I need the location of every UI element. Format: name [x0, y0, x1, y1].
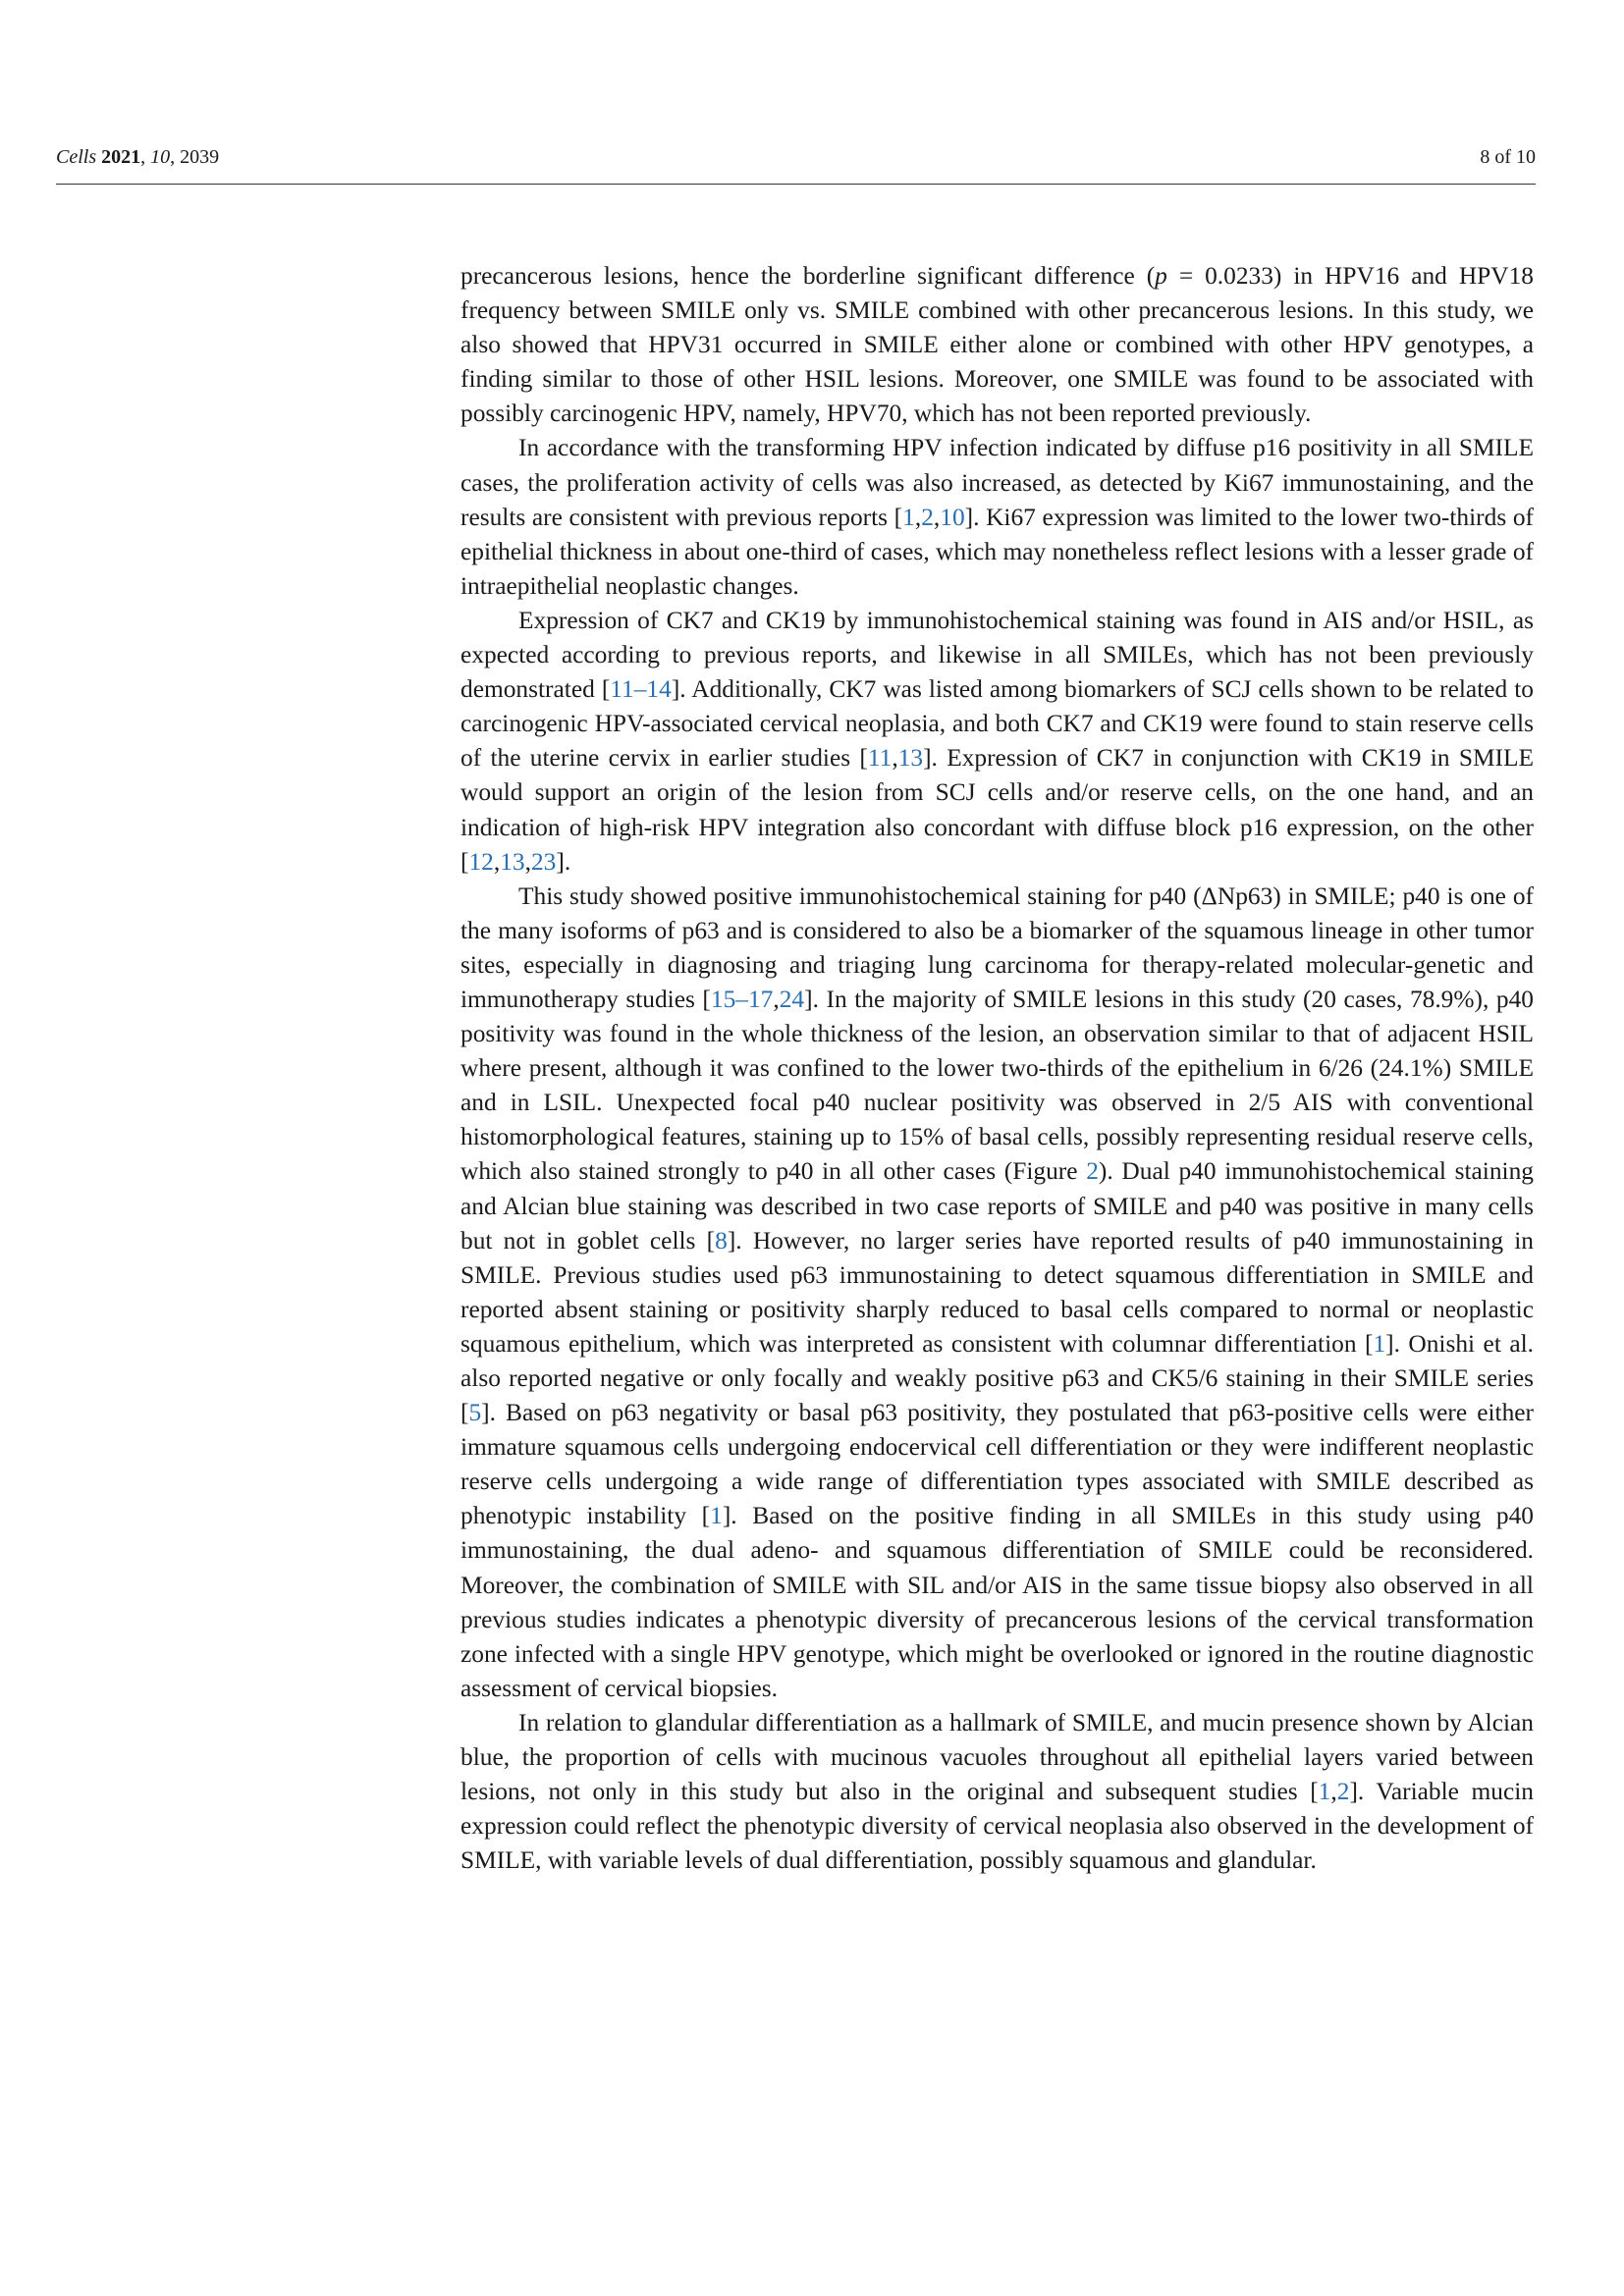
citation-link[interactable]: 1: [1318, 1778, 1331, 1806]
figure-link[interactable]: 2: [1086, 1157, 1099, 1186]
citation-link[interactable]: 11: [867, 744, 893, 773]
citation-link[interactable]: 13: [897, 744, 924, 773]
paragraph-p40: This study showed positive immunohistochemical staining for p40 (ΔNp63) in SMILE; p40 is one of the many isoforms of p63 and is considered to also be a biomarker of the squamous lineage in other tumor sites, especially in diagnosing and triaging lung carcinoma for therapy-related molecular-genetic and immunotherapy studies [15–17,24]. In the majority of SMILE lesions in this study (20 cases, 78.9%), p40 positivity was found in the whole thickness of the lesion, an observation similar to that of adjacent HSIL where present, although it was confined to the lower two-thirds of the epithelium in 6/26 (24.1%) SMILE and in LSIL. Unexpected focal p40 nuclear positivity was observed in 2/5 AIS with conventional histomorphological features, staining up to 15% of basal cells, possibly representing residual reserve cells, which also stained strongly to p40 in all other cases (Figure 2). Dual p40 immunohistochemical staining and Alcian blue staining was described in two case reports of SMILE and p40 was positive in many cells but not in goblet cells [8]. However, no larger series have reported results of p40 immunostaining in SMILE. Previous studies used p63 immunostaining to detect squamous differentiation in SMILE and reported absent staining or positivity sharply reduced to basal cells compared to normal or neoplastic squamous epithelium, which was interpreted as consistent with columnar differentiation [1]. Onishi et al. also reported negative or only focally and weakly positive p63 and CK5/6 staining in their SMILE series [5]. Based on p63 negativity or basal p63 positivity, they postulated that p63-positive cells were either immature squamous cells undergoing endocervical cell differentiation or they were indifferent neoplastic reserve cells undergoing a wide range of differentiation types associated with SMILE described as phenotypic instability [1]. Based on the positive finding in all SMILEs in this study using p40 immunostaining, the dual adeno- and squamous differentiation of SMILE could be reconsidered. Moreover, the combination of SMILE with SIL and/or AIS in the same tissue biopsy also observed in all previous studies indicates a phenotypic diversity of precancerous lesions of the cervical transformation zone infected with a single HPV genotype, which might be overlooked or ignored in the routine diagnostic assessment of cervical biopsies.: [460, 881, 1535, 1702]
running-header: [56, 143, 1536, 173]
journal-name: Cells: [56, 146, 97, 168]
paragraph-mucin: In relation to glandular differentiation as a hallmark of SMILE, and mucin presence shown by Alcian blue, the proportion of cells with mucinous vacuoles throughout all epithelial layers varied between lesions, not only in this study but also in the original and subsequent studies [1,2]. Variable mucin expression could reflect the phenotypic diversity of cervical neoplasia also observed in the development of SMILE, with variable levels of dual differentiation, possibly squamous and glandular.: [460, 1708, 1535, 1875]
text-run: ]. Onishi et al. also reported negative or only focally and weakly positive p63 and CK5/6 staining in their SMILE series [: [460, 1329, 1534, 1427]
text-run: ). Dual p40 immunohistochemical staining and Alcian blue staining was described in two case reports of SMILE and p40 was positive in many cells but not in goblet cells [: [460, 1157, 1535, 1255]
text-run: ]. Ki67 expression was limited to the lower two-thirds of epithelial thickness in about one-third of cases, which may nonetheless reflect lesions with a lesser grade of intraepithelial neoplastic changes.: [460, 503, 1534, 600]
citation-link[interactable]: 12: [468, 847, 494, 876]
paragraph-ki67: In accordance with the transforming HPV infection indicated by diffuse p16 positivity in all SMILE cases, the proliferation activity of cells was also increased, as detected by Ki67 immunostaining, and the results are consistent with previous reports [1,2,10]. Ki67 expression was limited to the lower two-thirds of epithelial thickness in about one-third of cases, which may nonetheless reflect lesions with a lesser grade of intraepithelial neoplastic changes.: [460, 434, 1534, 600]
citation-link[interactable]: 5: [468, 1399, 482, 1427]
text-run: = 0.0233) in HPV16 and HPV18 frequency between SMILE only vs. SMILE combined with other precancerous lesions. In this study, we also showed that HPV31 occurred in SMILE either alone or combined with other HPV genotypes, a finding similar to those of other HSIL lesions. Moreover, one SMILE was found to be associated with possibly carcinogenic HPV, namely, HPV70, which has not been reported previously.: [460, 262, 1535, 428]
journal-volume: 10: [150, 146, 171, 168]
text-run: ]. Expression of CK7 in conjunction with CK19 in SMILE would support an origin of the lesion from SCJ cells and/or reserve cells, on the one hand, and an indication of high-risk HPV integration also concordant with diffuse block p16 expression, on the other [: [460, 744, 1534, 876]
page-number: 8 of 10: [1480, 146, 1536, 168]
text-run: ]. However, no larger series have reported results of p40 immunostaining in SMILE. Previous studies used p63 immunostaining to detect squamous differentiation in SMILE and reported absent staining or positivity sharply reduced to basal cells compared to normal or neoplastic squamous epithelium, which was interpreted as consistent with columnar differentiation [: [460, 1226, 1535, 1358]
text-run: This study showed positive immunohistochemical staining for p40 (ΔNp63) in SMILE; p40 is one of the many isoforms of p63 and is considered to also be a biomarker of the squamous lineage in other tumor sites, especially in diagnosing and triaging lung carcinoma for therapy-related molecular-genetic and immunotherapy studies [: [460, 881, 1534, 1013]
citation-link[interactable]: 15–17: [710, 985, 774, 1013]
text-run: ]. Based on p63 negativity or basal p63 positivity, they postulated that p63-positive cells were either immature squamous cells undergoing endocervical cell differentiation or they were indifferent neoplastic reserve cells undergoing a wide range of differentiation types associated with SMILE described as phenotypic instability [: [460, 1399, 1534, 1530]
p-value-symbol: p: [1155, 262, 1167, 290]
citation-link[interactable]: 13: [500, 847, 525, 876]
article-body: [460, 259, 1534, 1878]
header-divider: [56, 184, 1536, 185]
citation-link[interactable]: 24: [779, 985, 805, 1013]
paragraph-ck7-ck19: Expression of CK7 and CK19 by immunohistochemical staining was found in AIS and/or HSIL, as expected according to previous reports, and likewise in all SMILEs, which has not been previously demonstrated [11–14]. Additionally, CK7 was listed among biomarkers of SCJ cells shown to be related to carcinogenic HPV-associated cervical neoplasia, and both CK7 and CK19 were found to stain reserve cells of the uterine cervix in earlier studies [11,13]. Expression of CK7 in conjunction with CK19 in SMILE would support an origin of the lesion from SCJ cells and/or reserve cells, on the one hand, and an indication of high-risk HPV integration also concordant with diffuse block p16 expression, on the other [12,13,23].: [460, 606, 1535, 876]
text-run: In accordance with the transforming HPV infection indicated by diffuse p16 positivity in all SMILE cases, the proliferation activity of cells was also increased, as detected by Ki67 immunostaining, and the results are consistent with previous reports [: [460, 434, 1534, 531]
citation-link[interactable]: 2: [1336, 1778, 1350, 1806]
citation-link[interactable]: 2: [921, 503, 934, 531]
text-run: Expression of CK7 and CK19 by immunohistochemical staining was found in AIS and/or HSIL, as expected according to previous reports, and likewise in all SMILEs, which has not been previously demonstrated [: [460, 606, 1534, 704]
text-run: ].: [556, 847, 571, 876]
citation-link[interactable]: 1: [1373, 1329, 1386, 1358]
text-run: ]. Additionally, CK7 was listed among biomarkers of SCJ cells shown to be related to carcinogenic HPV-associated cervical neoplasia, and both CK7 and CK19 were found to stain reserve cells of the uterine cervix in earlier studies [: [460, 675, 1535, 773]
citation-link[interactable]: 10: [940, 503, 965, 531]
citation-link[interactable]: 1: [902, 503, 915, 531]
paragraph-hpv-genotypes: [460, 259, 1534, 431]
citation-link[interactable]: 11–14: [610, 675, 672, 704]
article-number: 2039: [180, 146, 220, 168]
citation-link[interactable]: 1: [710, 1502, 723, 1530]
text-run: ]. In the majority of SMILE lesions in this study (20 cases, 78.9%), p40 positivity was found in the whole thickness of the lesion, an observation similar to that of adjacent HSIL where present, although it was confined to the lower two-thirds of the epithelium in 6/26 (24.1%) SMILE and in LSIL. Unexpected focal p40 nuclear positivity was observed in 2/5 AIS with conventional histomorphological features, staining up to 15% of basal cells, possibly representing residual reserve cells, which also stained strongly to p40 in all other cases (Figure: [460, 985, 1534, 1186]
journal-citation: Cells 2021, 10, 2039: [56, 146, 220, 168]
citation-link[interactable]: 8: [715, 1226, 728, 1255]
text-run: In relation to glandular differentiation as a hallmark of SMILE, and mucin presence shown by Alcian blue, the proportion of cells with mucinous vacuoles throughout all epithelial layers varied between lesions, not only in this study but also in the original and subsequent studies [: [460, 1708, 1534, 1806]
journal-year: 2021: [101, 146, 141, 168]
text-run: ]. Based on the positive finding in all SMILEs in this study using p40 immunostaining, the dual adeno- and squamous differentiation of SMILE could be reconsidered. Moreover, the combination of SMILE with SIL and/or AIS in the same tissue biopsy also observed in all previous studies indicates a phenotypic diversity of precancerous lesions of the cervical transformation zone infected with a single HPV genotype, which might be overlooked or ignored in the routine diagnostic assessment of cervical biopsies.: [460, 1502, 1534, 1702]
text-run: precancerous lesions, hence the borderline significant difference (: [460, 262, 1156, 290]
text-run: ]. Variable mucin expression could reflect the phenotypic diversity of cervical neoplasia also observed in the development of SMILE, with variable levels of dual differentiation, possibly squamous and glandular.: [460, 1778, 1535, 1875]
citation-link[interactable]: 23: [530, 847, 557, 876]
